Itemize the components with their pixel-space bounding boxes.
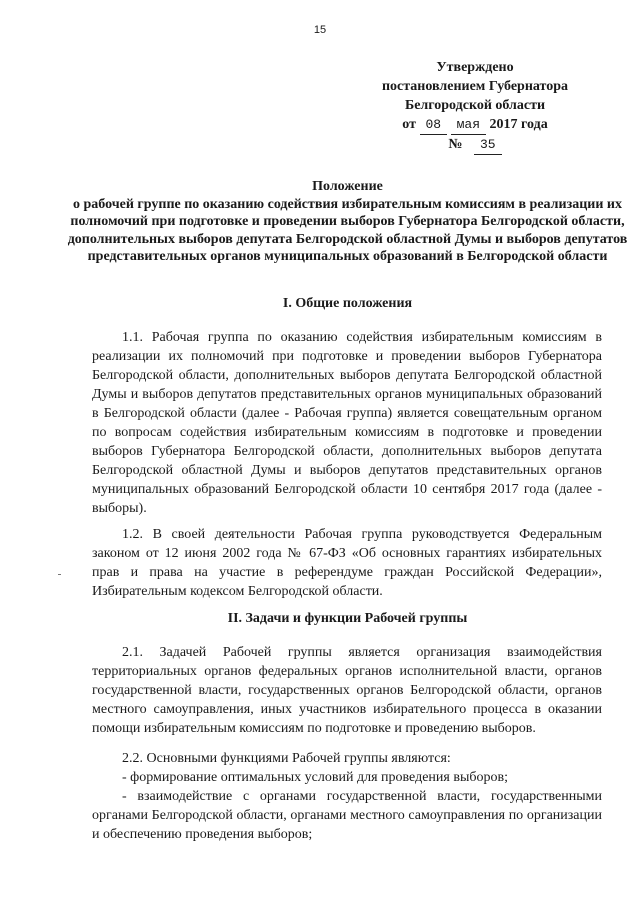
- title-heading: Положение: [312, 179, 383, 194]
- section-2-heading: II. Задачи и функции Рабочей группы: [227, 611, 468, 626]
- bullet-item-1: - формирование оптимальных условий для проведения выборов;: [122, 770, 508, 785]
- approval-number-row: [360, 135, 590, 155]
- paragraph-2-1: 2.1. Задачей Рабочей группы является организация взаимодействия территориальных органов федеральных органов исполнительной власти, органов государственной власти, государственных органов Белгородской области, органов местного самоуправления, иных участников избирательного процесса в оказании помощи избирательным комиссиям по подготовке и проведению выборов.: [92, 645, 602, 736]
- paragraph-1-1: 1.1. Рабочая группа по оказанию содействия избирательным комиссиям в реализации их полномочий при подготовке и проведении выборов Губернатора Белгородской области, дополнительных выборов депутата Белгородской областной Думы и выборов депутатов представительных органов муниципальных образований в Белгородской области (далее - Рабочая группа) является совещательным органом по вопросам содействия избирательным комиссиям в подготовке и проведении выборов Губернатора Белгородской области, дополнительных выборов депутата Белгородской областной Думы и выборов депутатов представительных органов муниципальных образований Белгородской области 10 сентября 2017 года (далее - выборы).: [92, 330, 602, 516]
- approval-date-row: [360, 115, 590, 135]
- date-day: 08: [420, 115, 448, 135]
- approval-block: [360, 58, 590, 155]
- approval-line-1: Утверждено: [436, 60, 514, 75]
- paragraph-1-2: 1.2. В своей деятельности Рабочая группа руководствуется Федеральным законом от 12 июня 2002 года № 67-ФЗ «Об основных гарантиях избирательных прав и права на участие в референдуме граждан Российской Федерации», Избирательным кодексом Белгородской области.: [92, 527, 602, 599]
- page-number: 15: [313, 24, 327, 36]
- date-month: мая: [451, 115, 486, 135]
- decree-number: 35: [474, 135, 502, 155]
- document-title: [60, 178, 635, 266]
- approval-line-3: Белгородской области: [404, 98, 546, 113]
- date-year: 2017 года: [489, 117, 548, 132]
- margin-mark: [58, 574, 61, 575]
- paragraph-2-2: 2.2. Основными функциями Рабочей группы являются:: [122, 751, 451, 766]
- approval-line-2: постановлением Губернатора: [381, 79, 569, 94]
- number-sign: №: [448, 137, 463, 152]
- bullet-item-2: - взаимодействие с органами государственной власти, государственными органами Белгородской области, органами местного самоуправления по организации и обеспечению проведения выборов;: [92, 789, 602, 842]
- section-1-heading: I. Общие положения: [282, 296, 413, 311]
- title-body: о рабочей группе по оказанию содействия избирательным комиссиям в реализации их полномочий при подготовке и проведении выборов Губернатора Белгородской области, дополнительных выборов депутата Белгородской областной Думы и выборов депутатов представительных органов муниципальных образований в Белгородской области: [67, 196, 628, 264]
- date-prefix: от: [402, 117, 416, 132]
